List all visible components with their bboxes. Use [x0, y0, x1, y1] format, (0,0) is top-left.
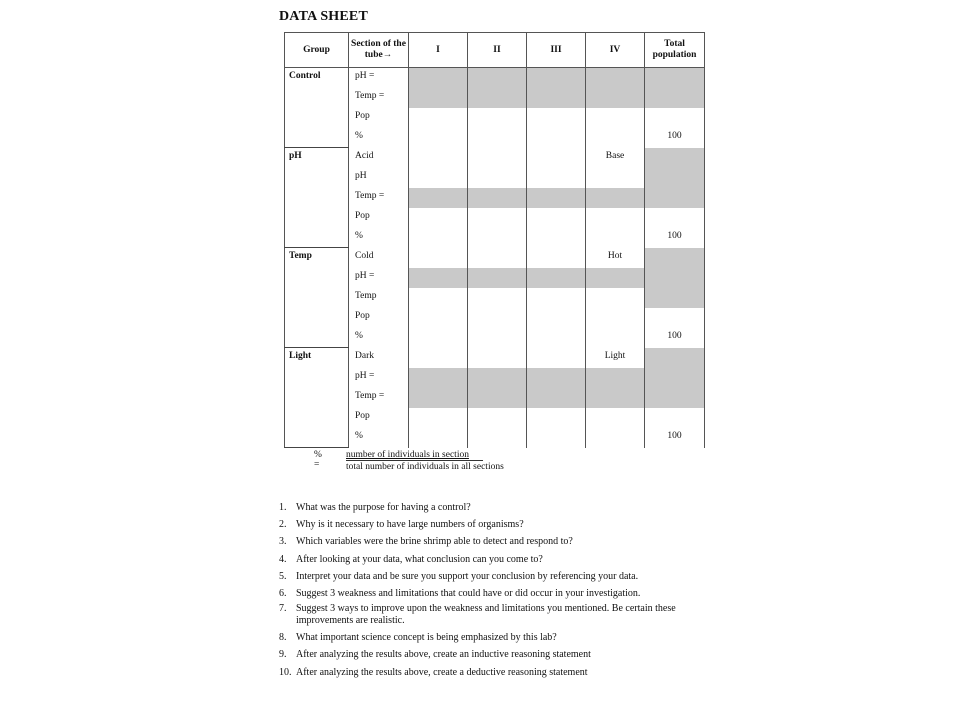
- section-cell[interactable]: [468, 288, 527, 308]
- question-number: 1.: [279, 502, 287, 513]
- section-cell[interactable]: [527, 188, 586, 208]
- total-cell[interactable]: [645, 348, 705, 368]
- parameter-cell: [349, 188, 409, 208]
- section-cell[interactable]: [586, 148, 645, 168]
- parameter-cell: [349, 208, 409, 228]
- header-section-3: III: [527, 33, 586, 68]
- question-number: 7.: [279, 602, 287, 614]
- section-cell[interactable]: [527, 228, 586, 248]
- question-number: 8.: [279, 632, 287, 644]
- question-text: After analyzing the results above, create a deductive reasoning statement: [296, 666, 588, 678]
- section-cell[interactable]: [586, 408, 645, 428]
- group-label: Light: [285, 348, 349, 448]
- data-table: [284, 32, 705, 448]
- question-number: 9.: [279, 649, 287, 661]
- section-cell[interactable]: [586, 368, 645, 388]
- total-cell[interactable]: [645, 128, 705, 148]
- section-cell[interactable]: [468, 368, 527, 388]
- question-number: 5.: [279, 570, 287, 582]
- table-body: [285, 68, 705, 448]
- section-cell[interactable]: [468, 248, 527, 268]
- section-cell[interactable]: [409, 348, 468, 368]
- section-cell[interactable]: [409, 148, 468, 168]
- section-cell[interactable]: [409, 168, 468, 188]
- section-cell[interactable]: [527, 208, 586, 228]
- section-cell[interactable]: [527, 128, 586, 148]
- header-section-4: IV: [586, 33, 645, 68]
- total-population-value: 100: [667, 130, 682, 141]
- question-item: [279, 667, 719, 679]
- section-cell[interactable]: [586, 288, 645, 308]
- section-cell[interactable]: [527, 428, 586, 448]
- parameter-label: %: [355, 430, 363, 441]
- section-cell[interactable]: [468, 208, 527, 228]
- question-number: 6.: [279, 587, 287, 599]
- total-cell[interactable]: [645, 68, 705, 88]
- question-text: What was the purpose for having a control?: [296, 502, 471, 513]
- section-cell[interactable]: [586, 248, 645, 268]
- parameter-label: pH: [355, 170, 367, 181]
- section-cell[interactable]: [527, 148, 586, 168]
- section-cell[interactable]: [409, 228, 468, 248]
- section-cell[interactable]: [409, 88, 468, 108]
- question-text: What important science concept is being emphasized by this lab?: [296, 632, 557, 644]
- parameter-cell: [349, 168, 409, 188]
- total-cell[interactable]: [645, 268, 705, 288]
- parameter-cell: [349, 408, 409, 428]
- question-number: 3.: [279, 536, 287, 548]
- section-cell[interactable]: [586, 308, 645, 328]
- section-cell[interactable]: [409, 288, 468, 308]
- section-cell[interactable]: [586, 388, 645, 408]
- formula-lhs: % =: [314, 450, 322, 470]
- parameter-cell: [349, 268, 409, 288]
- group-label: Temp: [285, 248, 349, 348]
- parameter-label: pH =: [355, 370, 375, 381]
- parameter-label: Temp =: [355, 390, 385, 401]
- parameter-label: %: [355, 230, 363, 241]
- total-cell[interactable]: [645, 208, 705, 228]
- question-item: [279, 603, 719, 627]
- section-cell[interactable]: [468, 308, 527, 328]
- total-cell[interactable]: [645, 388, 705, 408]
- parameter-label: Temp =: [355, 90, 385, 101]
- total-cell[interactable]: [645, 148, 705, 168]
- parameter-label: pH =: [355, 270, 375, 281]
- total-cell[interactable]: [645, 288, 705, 308]
- question-item: [279, 536, 719, 548]
- section-cell[interactable]: [586, 168, 645, 188]
- section-cell[interactable]: [527, 268, 586, 288]
- section-cell[interactable]: [409, 208, 468, 228]
- section-note: Base: [605, 150, 625, 161]
- section-cell[interactable]: [586, 188, 645, 208]
- total-cell[interactable]: [645, 88, 705, 108]
- total-cell[interactable]: [645, 308, 705, 328]
- section-cell[interactable]: [527, 408, 586, 428]
- formula-denominator: total number of individuals in all sections: [346, 462, 504, 472]
- parameter-label: %: [355, 330, 363, 341]
- section-cell[interactable]: [586, 428, 645, 448]
- section-cell[interactable]: [409, 268, 468, 288]
- parameter-label: Temp =: [355, 190, 385, 201]
- total-cell[interactable]: [645, 368, 705, 388]
- section-cell[interactable]: [527, 168, 586, 188]
- question-item: [279, 519, 719, 531]
- section-cell[interactable]: [468, 268, 527, 288]
- parameter-cell: [349, 308, 409, 328]
- section-cell[interactable]: [468, 428, 527, 448]
- parameter-cell: [349, 128, 409, 148]
- total-cell[interactable]: [645, 168, 705, 188]
- section-cell[interactable]: [468, 128, 527, 148]
- section-cell[interactable]: [468, 228, 527, 248]
- parameter-label: Pop: [355, 110, 370, 121]
- section-cell[interactable]: [409, 388, 468, 408]
- section-note: Light: [604, 350, 626, 361]
- section-cell[interactable]: [468, 328, 527, 348]
- question-item: [279, 588, 719, 600]
- parameter-cell: [349, 88, 409, 108]
- section-cell[interactable]: [527, 368, 586, 388]
- section-cell[interactable]: [468, 168, 527, 188]
- section-cell[interactable]: [409, 408, 468, 428]
- parameter-cell: [349, 388, 409, 408]
- parameter-label: Dark: [355, 350, 374, 361]
- total-cell[interactable]: [645, 428, 705, 448]
- section-cell[interactable]: [586, 268, 645, 288]
- parameter-cell: [349, 228, 409, 248]
- parameter-label: Temp: [355, 290, 377, 301]
- header-section: Section of the tube→: [349, 33, 409, 68]
- table-row: [285, 248, 705, 268]
- section-cell[interactable]: [409, 188, 468, 208]
- section-cell[interactable]: [586, 68, 645, 88]
- total-cell[interactable]: [645, 228, 705, 248]
- section-cell[interactable]: [586, 328, 645, 348]
- total-population-value: 100: [667, 430, 682, 441]
- question-text: Which variables were the brine shrimp able to detect and respond to?: [296, 536, 573, 548]
- question-text: After looking at your data, what conclusion can you come to?: [296, 553, 543, 565]
- section-cell[interactable]: [409, 68, 468, 88]
- section-cell[interactable]: [409, 368, 468, 388]
- parameter-cell: [349, 328, 409, 348]
- total-cell[interactable]: [645, 188, 705, 208]
- section-cell[interactable]: [527, 348, 586, 368]
- table-row: [285, 68, 705, 88]
- group-label: pH: [285, 148, 349, 248]
- section-cell[interactable]: [409, 428, 468, 448]
- section-cell[interactable]: [527, 108, 586, 128]
- group-label: Control: [285, 68, 349, 148]
- total-cell[interactable]: [645, 108, 705, 128]
- question-item: [279, 571, 719, 583]
- section-cell[interactable]: [586, 108, 645, 128]
- header-section-1: I: [409, 33, 468, 68]
- parameter-cell: [349, 348, 409, 368]
- table-header-row: [285, 33, 705, 68]
- section-cell[interactable]: [468, 88, 527, 108]
- section-note: Hot: [607, 250, 623, 261]
- section-cell[interactable]: [468, 388, 527, 408]
- question-item: [279, 554, 719, 566]
- section-cell[interactable]: [409, 108, 468, 128]
- parameter-label: Pop: [355, 210, 370, 221]
- question-text: After analyzing the results above, create an inductive reasoning statement: [296, 649, 591, 661]
- total-population-value: 100: [667, 230, 682, 241]
- header-total: Total population: [645, 33, 705, 68]
- page-title: DATA SHEET: [279, 9, 369, 24]
- section-cell[interactable]: [409, 248, 468, 268]
- section-cell[interactable]: [468, 68, 527, 88]
- question-item: [279, 649, 719, 661]
- parameter-cell: [349, 368, 409, 388]
- question-number: 2.: [279, 519, 287, 531]
- question-text: Why is it necessary to have large numbers of organisms?: [296, 519, 524, 531]
- section-cell[interactable]: [527, 68, 586, 88]
- section-cell[interactable]: [468, 408, 527, 428]
- section-cell[interactable]: [527, 388, 586, 408]
- table-row: [285, 148, 705, 168]
- header-group: Group: [285, 33, 349, 68]
- section-cell[interactable]: [527, 88, 586, 108]
- parameter-cell: [349, 428, 409, 448]
- parameter-label: Pop: [355, 310, 370, 321]
- parameter-label: pH =: [355, 71, 375, 81]
- parameter-cell: [349, 68, 409, 88]
- section-cell[interactable]: [468, 108, 527, 128]
- section-cell[interactable]: [468, 188, 527, 208]
- formula-numerator: number of individuals in section: [346, 450, 483, 461]
- parameter-label: Acid: [355, 150, 374, 161]
- total-cell[interactable]: [645, 328, 705, 348]
- question-text: Suggest 3 weakness and limitations that could have or did occur in your investigation.: [296, 587, 641, 599]
- section-cell[interactable]: [409, 308, 468, 328]
- section-cell[interactable]: [586, 208, 645, 228]
- section-cell[interactable]: [409, 128, 468, 148]
- section-cell[interactable]: [527, 308, 586, 328]
- total-population-value: 100: [667, 330, 682, 341]
- parameter-label: %: [355, 130, 363, 141]
- question-text: Interpret your data and be sure you support your conclusion by referencing your data.: [296, 570, 639, 582]
- total-cell[interactable]: [645, 248, 705, 268]
- section-cell[interactable]: [586, 128, 645, 148]
- question-number: 4.: [279, 553, 287, 565]
- total-cell[interactable]: [645, 408, 705, 428]
- section-cell[interactable]: [527, 248, 586, 268]
- section-cell[interactable]: [527, 328, 586, 348]
- parameter-cell: [349, 148, 409, 168]
- parameter-cell: [349, 248, 409, 268]
- section-cell[interactable]: [586, 228, 645, 248]
- parameter-label: Pop: [355, 410, 370, 421]
- section-cell[interactable]: [468, 148, 527, 168]
- table-row: [285, 348, 705, 368]
- section-cell[interactable]: [586, 88, 645, 108]
- parameter-cell: [349, 288, 409, 308]
- section-cell[interactable]: [527, 288, 586, 308]
- section-cell[interactable]: [586, 348, 645, 368]
- parameter-cell: [349, 108, 409, 128]
- parameter-label: Cold: [355, 250, 374, 261]
- question-item: [279, 632, 719, 644]
- section-cell[interactable]: [409, 328, 468, 348]
- question-list: [279, 502, 719, 684]
- question-item: [279, 502, 719, 514]
- section-cell[interactable]: [468, 348, 527, 368]
- header-section-2: II: [468, 33, 527, 68]
- question-number: 10.: [279, 666, 292, 678]
- question-text: Suggest 3 ways to improve upon the weakness and limitations you mentioned. Be certain these improvements are realistic.: [296, 602, 676, 626]
